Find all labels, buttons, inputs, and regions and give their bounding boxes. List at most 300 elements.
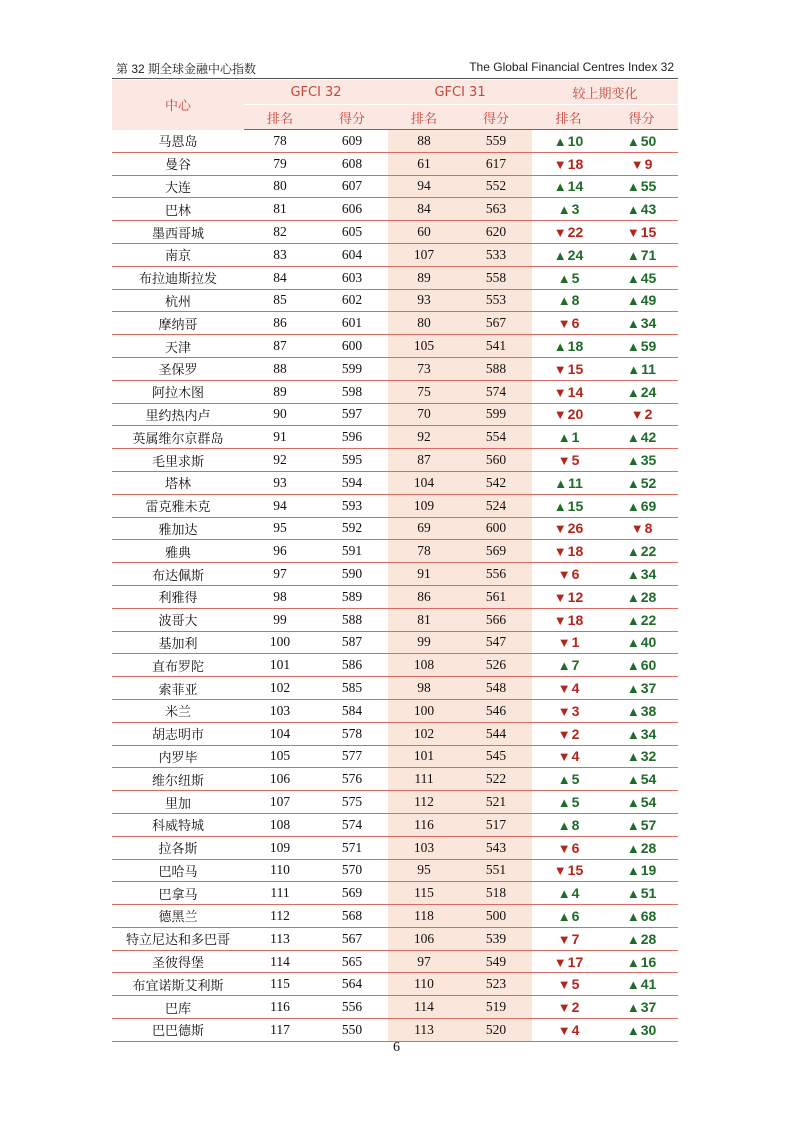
rank-change xyxy=(532,927,605,950)
score-gfci31: 567 xyxy=(460,312,532,335)
triangle-down-icon: ▼ xyxy=(557,635,571,651)
score-change-value: 2 xyxy=(644,406,653,423)
score-change xyxy=(605,745,678,768)
rank-change xyxy=(532,517,605,540)
triangle-down-icon: ▼ xyxy=(553,863,567,879)
table-row xyxy=(112,631,678,654)
column-group-change: 较上期变化 xyxy=(532,80,678,105)
score-gfci32: 569 xyxy=(316,882,388,905)
table-row xyxy=(112,836,678,859)
triangle-up-icon: ▲ xyxy=(626,726,640,742)
triangle-up-icon: ▲ xyxy=(626,886,640,902)
rank-change-value: 17 xyxy=(567,953,584,970)
score-change-value: 51 xyxy=(640,885,657,902)
table-row xyxy=(112,471,678,494)
triangle-up-icon: ▲ xyxy=(557,817,571,833)
rank-change-value: 6 xyxy=(571,907,580,924)
rank-change xyxy=(532,973,605,996)
rank-change xyxy=(532,335,605,358)
score-change-value: 71 xyxy=(640,246,657,263)
rank-gfci32: 93 xyxy=(244,471,316,494)
score-change xyxy=(605,973,678,996)
rank-gfci31: 80 xyxy=(388,312,460,335)
score-gfci31: 600 xyxy=(460,517,532,540)
table-row xyxy=(112,312,678,335)
score-change-value: 9 xyxy=(644,155,653,172)
triangle-up-icon: ▲ xyxy=(626,589,640,605)
triangle-up-icon: ▲ xyxy=(626,703,640,719)
triangle-up-icon: ▲ xyxy=(626,931,640,947)
column-group-gfci31: GFCI 31 xyxy=(388,80,532,105)
triangle-up-icon: ▲ xyxy=(626,133,640,149)
rank-gfci32: 80 xyxy=(244,175,316,198)
rank-gfci31: 91 xyxy=(388,563,460,586)
score-change xyxy=(605,266,678,289)
score-gfci32: 602 xyxy=(316,289,388,312)
score-gfci32: 596 xyxy=(316,426,388,449)
triangle-up-icon: ▲ xyxy=(626,681,640,697)
rank-change xyxy=(532,471,605,494)
table-row xyxy=(112,677,678,700)
center-name: 布达佩斯 xyxy=(112,563,244,586)
score-change-value: 57 xyxy=(640,816,657,833)
table-body xyxy=(112,130,678,1042)
rank-change-value: 18 xyxy=(567,338,584,355)
rank-gfci32: 89 xyxy=(244,380,316,403)
triangle-down-icon: ▼ xyxy=(630,521,644,537)
rank-gfci31: 78 xyxy=(388,540,460,563)
center-name: 里约热内卢 xyxy=(112,403,244,426)
triangle-up-icon: ▲ xyxy=(626,817,640,833)
rank-change xyxy=(532,996,605,1019)
score-change-value: 8 xyxy=(644,520,653,537)
table-head-row-groups xyxy=(112,80,678,105)
triangle-down-icon: ▼ xyxy=(557,726,571,742)
score-change xyxy=(605,175,678,198)
score-change-value: 22 xyxy=(640,543,657,560)
table-row xyxy=(112,563,678,586)
triangle-down-icon: ▼ xyxy=(553,361,567,377)
triangle-up-icon: ▲ xyxy=(626,772,640,788)
triangle-down-icon: ▼ xyxy=(630,407,644,423)
center-name: 马恩岛 xyxy=(112,130,244,153)
rank-gfci31: 104 xyxy=(388,471,460,494)
rank-gfci32: 105 xyxy=(244,745,316,768)
triangle-up-icon: ▲ xyxy=(626,749,640,765)
rank-change-value: 1 xyxy=(571,429,580,446)
rank-gfci32: 91 xyxy=(244,426,316,449)
table-row xyxy=(112,357,678,380)
score-change xyxy=(605,471,678,494)
score-change xyxy=(605,654,678,677)
center-name: 内罗毕 xyxy=(112,745,244,768)
rank-change-value: 18 xyxy=(567,155,584,172)
rank-change xyxy=(532,608,605,631)
triangle-down-icon: ▼ xyxy=(557,1000,571,1016)
rank-gfci31: 94 xyxy=(388,175,460,198)
rank-gfci31: 106 xyxy=(388,927,460,950)
score-gfci32: 587 xyxy=(316,631,388,654)
rank-gfci31: 81 xyxy=(388,608,460,631)
rank-gfci32: 95 xyxy=(244,517,316,540)
rank-gfci32: 99 xyxy=(244,608,316,631)
rank-gfci32: 115 xyxy=(244,973,316,996)
rank-gfci32: 114 xyxy=(244,950,316,973)
triangle-up-icon: ▲ xyxy=(626,270,640,286)
score-gfci32: 570 xyxy=(316,859,388,882)
score-gfci32: 601 xyxy=(316,312,388,335)
score-change-value: 69 xyxy=(640,497,657,514)
score-gfci31: 561 xyxy=(460,585,532,608)
column-group-gfci32: GFCI 32 xyxy=(244,80,388,105)
column-header-rank-change: 排名 xyxy=(532,105,605,130)
rank-change xyxy=(532,768,605,791)
rank-gfci32: 79 xyxy=(244,152,316,175)
score-gfci32: 597 xyxy=(316,403,388,426)
score-change-value: 49 xyxy=(640,292,657,309)
rank-change-value: 14 xyxy=(567,383,584,400)
score-gfci32: 591 xyxy=(316,540,388,563)
column-header-score-change: 得分 xyxy=(605,105,678,130)
rank-change xyxy=(532,243,605,266)
table-row xyxy=(112,517,678,540)
table-row xyxy=(112,221,678,244)
score-change-value: 34 xyxy=(640,315,657,332)
rank-gfci31: 60 xyxy=(388,221,460,244)
rank-change-value: 8 xyxy=(571,816,580,833)
column-header-rank-gfci31: 排名 xyxy=(388,105,460,130)
score-change-value: 24 xyxy=(640,383,657,400)
score-gfci32: 574 xyxy=(316,813,388,836)
score-change-value: 35 xyxy=(640,452,657,469)
rank-gfci32: 106 xyxy=(244,768,316,791)
score-gfci31: 545 xyxy=(460,745,532,768)
rank-change-value: 24 xyxy=(567,246,584,263)
score-gfci32: 564 xyxy=(316,973,388,996)
running-header-title-en: The Global Financial Centres Index 32 xyxy=(469,60,674,74)
rank-gfci31: 93 xyxy=(388,289,460,312)
rank-gfci32: 85 xyxy=(244,289,316,312)
center-name: 波哥大 xyxy=(112,608,244,631)
rank-change xyxy=(532,791,605,814)
score-gfci31: 546 xyxy=(460,699,532,722)
score-change-value: 22 xyxy=(640,611,657,628)
center-name: 南京 xyxy=(112,243,244,266)
score-change xyxy=(605,403,678,426)
triangle-up-icon: ▲ xyxy=(557,772,571,788)
triangle-down-icon: ▼ xyxy=(553,589,567,605)
rank-gfci32: 84 xyxy=(244,266,316,289)
rank-gfci31: 103 xyxy=(388,836,460,859)
rank-change-value: 15 xyxy=(567,360,584,377)
triangle-up-icon: ▲ xyxy=(626,908,640,924)
rank-change xyxy=(532,289,605,312)
rank-gfci31: 69 xyxy=(388,517,460,540)
center-name: 圣保罗 xyxy=(112,357,244,380)
score-change-value: 59 xyxy=(640,338,657,355)
triangle-down-icon: ▼ xyxy=(557,840,571,856)
rank-gfci32: 82 xyxy=(244,221,316,244)
center-name: 巴林 xyxy=(112,198,244,221)
rank-gfci31: 116 xyxy=(388,813,460,836)
score-change-value: 38 xyxy=(640,702,657,719)
rank-change xyxy=(532,677,605,700)
rank-gfci32: 117 xyxy=(244,1019,316,1042)
score-gfci32: 585 xyxy=(316,677,388,700)
rank-gfci31: 115 xyxy=(388,882,460,905)
rank-change-value: 18 xyxy=(567,543,584,560)
center-name: 雅加达 xyxy=(112,517,244,540)
rank-change xyxy=(532,950,605,973)
triangle-up-icon: ▲ xyxy=(557,795,571,810)
column-header-score-gfci31: 得分 xyxy=(460,105,532,130)
triangle-down-icon: ▼ xyxy=(553,544,567,560)
rank-change xyxy=(532,221,605,244)
score-gfci32: 588 xyxy=(316,608,388,631)
score-change-value: 30 xyxy=(640,1021,657,1038)
score-gfci31: 588 xyxy=(460,357,532,380)
score-change xyxy=(605,699,678,722)
rank-gfci31: 108 xyxy=(388,654,460,677)
rank-change-value: 4 xyxy=(571,885,580,902)
center-name: 胡志明市 xyxy=(112,722,244,745)
score-gfci31: 556 xyxy=(460,563,532,586)
score-gfci32: 567 xyxy=(316,927,388,950)
rank-gfci31: 102 xyxy=(388,722,460,745)
rank-change xyxy=(532,449,605,472)
score-gfci31: 559 xyxy=(460,130,532,153)
score-gfci31: 553 xyxy=(460,289,532,312)
score-change-value: 28 xyxy=(640,839,657,856)
score-gfci32: 592 xyxy=(316,517,388,540)
triangle-down-icon: ▼ xyxy=(557,681,571,697)
rank-gfci31: 109 xyxy=(388,494,460,517)
center-name: 雷克雅未克 xyxy=(112,494,244,517)
score-change xyxy=(605,631,678,654)
triangle-down-icon: ▼ xyxy=(557,703,571,719)
score-change xyxy=(605,243,678,266)
score-gfci31: 620 xyxy=(460,221,532,244)
score-gfci32: 550 xyxy=(316,1019,388,1042)
rank-gfci31: 88 xyxy=(388,130,460,153)
page-number: 6 xyxy=(393,1040,400,1055)
score-change xyxy=(605,540,678,563)
score-gfci32: 576 xyxy=(316,768,388,791)
table-row xyxy=(112,152,678,175)
score-gfci32: 599 xyxy=(316,357,388,380)
triangle-up-icon: ▲ xyxy=(553,133,567,149)
rank-change-value: 4 xyxy=(571,748,580,765)
center-name: 巴巴德斯 xyxy=(112,1019,244,1042)
score-gfci31: 599 xyxy=(460,403,532,426)
score-change-value: 28 xyxy=(640,930,657,947)
rank-change xyxy=(532,563,605,586)
rank-gfci31: 98 xyxy=(388,677,460,700)
rank-change xyxy=(532,699,605,722)
score-change xyxy=(605,836,678,859)
score-change xyxy=(605,608,678,631)
rank-change-value: 12 xyxy=(567,588,584,605)
table-row xyxy=(112,494,678,517)
rank-gfci32: 108 xyxy=(244,813,316,836)
triangle-up-icon: ▲ xyxy=(627,361,641,377)
rank-change-value: 18 xyxy=(567,611,584,628)
score-change-value: 40 xyxy=(640,634,657,651)
rank-gfci31: 70 xyxy=(388,403,460,426)
score-change xyxy=(605,859,678,882)
running-header-title-cn: 第 32 期全球金融中心指数 xyxy=(116,62,257,76)
table-row xyxy=(112,882,678,905)
rank-change-value: 7 xyxy=(571,930,580,947)
rank-change-value: 2 xyxy=(571,999,580,1016)
rank-gfci31: 73 xyxy=(388,357,460,380)
score-gfci32: 609 xyxy=(316,130,388,153)
triangle-up-icon: ▲ xyxy=(626,635,640,651)
column-header-rank-gfci32: 排名 xyxy=(244,105,316,130)
table-head xyxy=(112,80,678,130)
score-gfci31: 526 xyxy=(460,654,532,677)
score-gfci31: 520 xyxy=(460,1019,532,1042)
triangle-up-icon: ▲ xyxy=(626,658,640,674)
rank-gfci31: 89 xyxy=(388,266,460,289)
triangle-down-icon: ▼ xyxy=(553,156,567,172)
table-row xyxy=(112,791,678,814)
rank-gfci32: 103 xyxy=(244,699,316,722)
triangle-down-icon: ▼ xyxy=(630,156,644,172)
score-gfci31: 533 xyxy=(460,243,532,266)
center-name: 直布罗陀 xyxy=(112,654,244,677)
table-row xyxy=(112,243,678,266)
score-gfci31: 574 xyxy=(460,380,532,403)
center-name: 雅典 xyxy=(112,540,244,563)
center-name: 巴拿马 xyxy=(112,882,244,905)
score-change xyxy=(605,426,678,449)
rank-change xyxy=(532,859,605,882)
triangle-down-icon: ▼ xyxy=(553,521,567,537)
rank-change xyxy=(532,631,605,654)
rank-gfci31: 113 xyxy=(388,1019,460,1042)
center-name: 索菲亚 xyxy=(112,677,244,700)
rank-gfci31: 75 xyxy=(388,380,460,403)
score-change xyxy=(605,357,678,380)
triangle-up-icon: ▲ xyxy=(553,498,567,514)
rank-gfci32: 97 xyxy=(244,563,316,586)
score-change xyxy=(605,517,678,540)
rank-gfci31: 84 xyxy=(388,198,460,221)
rank-change-value: 4 xyxy=(571,680,580,697)
table-row xyxy=(112,950,678,973)
score-change-value: 16 xyxy=(640,953,657,970)
center-name: 大连 xyxy=(112,175,244,198)
score-change xyxy=(605,905,678,928)
triangle-up-icon: ▲ xyxy=(626,293,640,309)
rank-change xyxy=(532,494,605,517)
score-change xyxy=(605,882,678,905)
triangle-down-icon: ▼ xyxy=(553,612,567,628)
score-gfci31: 558 xyxy=(460,266,532,289)
score-change xyxy=(605,950,678,973)
column-header-score-gfci32: 得分 xyxy=(316,105,388,130)
score-change-value: 50 xyxy=(640,132,657,149)
score-gfci31: 524 xyxy=(460,494,532,517)
score-change xyxy=(605,130,678,153)
score-change xyxy=(605,198,678,221)
triangle-up-icon: ▲ xyxy=(626,840,640,856)
score-change xyxy=(605,312,678,335)
table-row xyxy=(112,403,678,426)
rank-gfci32: 88 xyxy=(244,357,316,380)
triangle-down-icon: ▼ xyxy=(557,749,571,765)
rank-change xyxy=(532,654,605,677)
rank-change xyxy=(532,198,605,221)
column-header-center: 中心 xyxy=(112,80,244,130)
center-name: 拉各斯 xyxy=(112,836,244,859)
score-change-value: 68 xyxy=(640,907,657,924)
score-change xyxy=(605,813,678,836)
score-change-value: 54 xyxy=(640,771,657,788)
rank-gfci31: 111 xyxy=(388,768,460,791)
triangle-down-icon: ▼ xyxy=(553,384,567,400)
score-change xyxy=(605,927,678,950)
score-gfci32: 584 xyxy=(316,699,388,722)
score-gfci32: 593 xyxy=(316,494,388,517)
rank-change xyxy=(532,1019,605,1042)
rank-gfci31: 61 xyxy=(388,152,460,175)
table-row xyxy=(112,654,678,677)
triangle-up-icon: ▲ xyxy=(626,795,640,810)
rank-change xyxy=(532,357,605,380)
rank-change-value: 14 xyxy=(567,178,584,195)
triangle-up-icon: ▲ xyxy=(557,293,571,309)
rank-change xyxy=(532,130,605,153)
score-change-value: 60 xyxy=(640,657,657,674)
rank-change xyxy=(532,585,605,608)
rank-change-value: 11 xyxy=(568,474,583,491)
score-change xyxy=(605,722,678,745)
score-gfci32: 605 xyxy=(316,221,388,244)
triangle-up-icon: ▲ xyxy=(557,658,571,674)
score-gfci31: 549 xyxy=(460,950,532,973)
rank-gfci31: 112 xyxy=(388,791,460,814)
rank-gfci31: 114 xyxy=(388,996,460,1019)
center-name: 维尔纽斯 xyxy=(112,768,244,791)
score-change-value: 11 xyxy=(641,360,656,377)
table-row xyxy=(112,380,678,403)
table-row xyxy=(112,905,678,928)
triangle-down-icon: ▼ xyxy=(557,453,571,469)
score-gfci32: 556 xyxy=(316,996,388,1019)
score-change-value: 34 xyxy=(640,725,657,742)
center-name: 杭州 xyxy=(112,289,244,312)
score-change-value: 34 xyxy=(640,566,657,583)
triangle-up-icon: ▲ xyxy=(626,316,640,332)
rank-gfci31: 92 xyxy=(388,426,460,449)
triangle-up-icon: ▲ xyxy=(626,977,640,993)
rank-change-value: 15 xyxy=(567,862,584,879)
triangle-up-icon: ▲ xyxy=(626,954,640,970)
score-gfci31: 539 xyxy=(460,927,532,950)
rank-gfci32: 81 xyxy=(244,198,316,221)
rank-change xyxy=(532,152,605,175)
score-change xyxy=(605,996,678,1019)
rank-change xyxy=(532,266,605,289)
rank-change xyxy=(532,403,605,426)
rank-gfci31: 97 xyxy=(388,950,460,973)
rank-gfci32: 100 xyxy=(244,631,316,654)
rank-gfci32: 113 xyxy=(244,927,316,950)
score-change-value: 41 xyxy=(640,976,657,993)
rank-gfci31: 86 xyxy=(388,585,460,608)
